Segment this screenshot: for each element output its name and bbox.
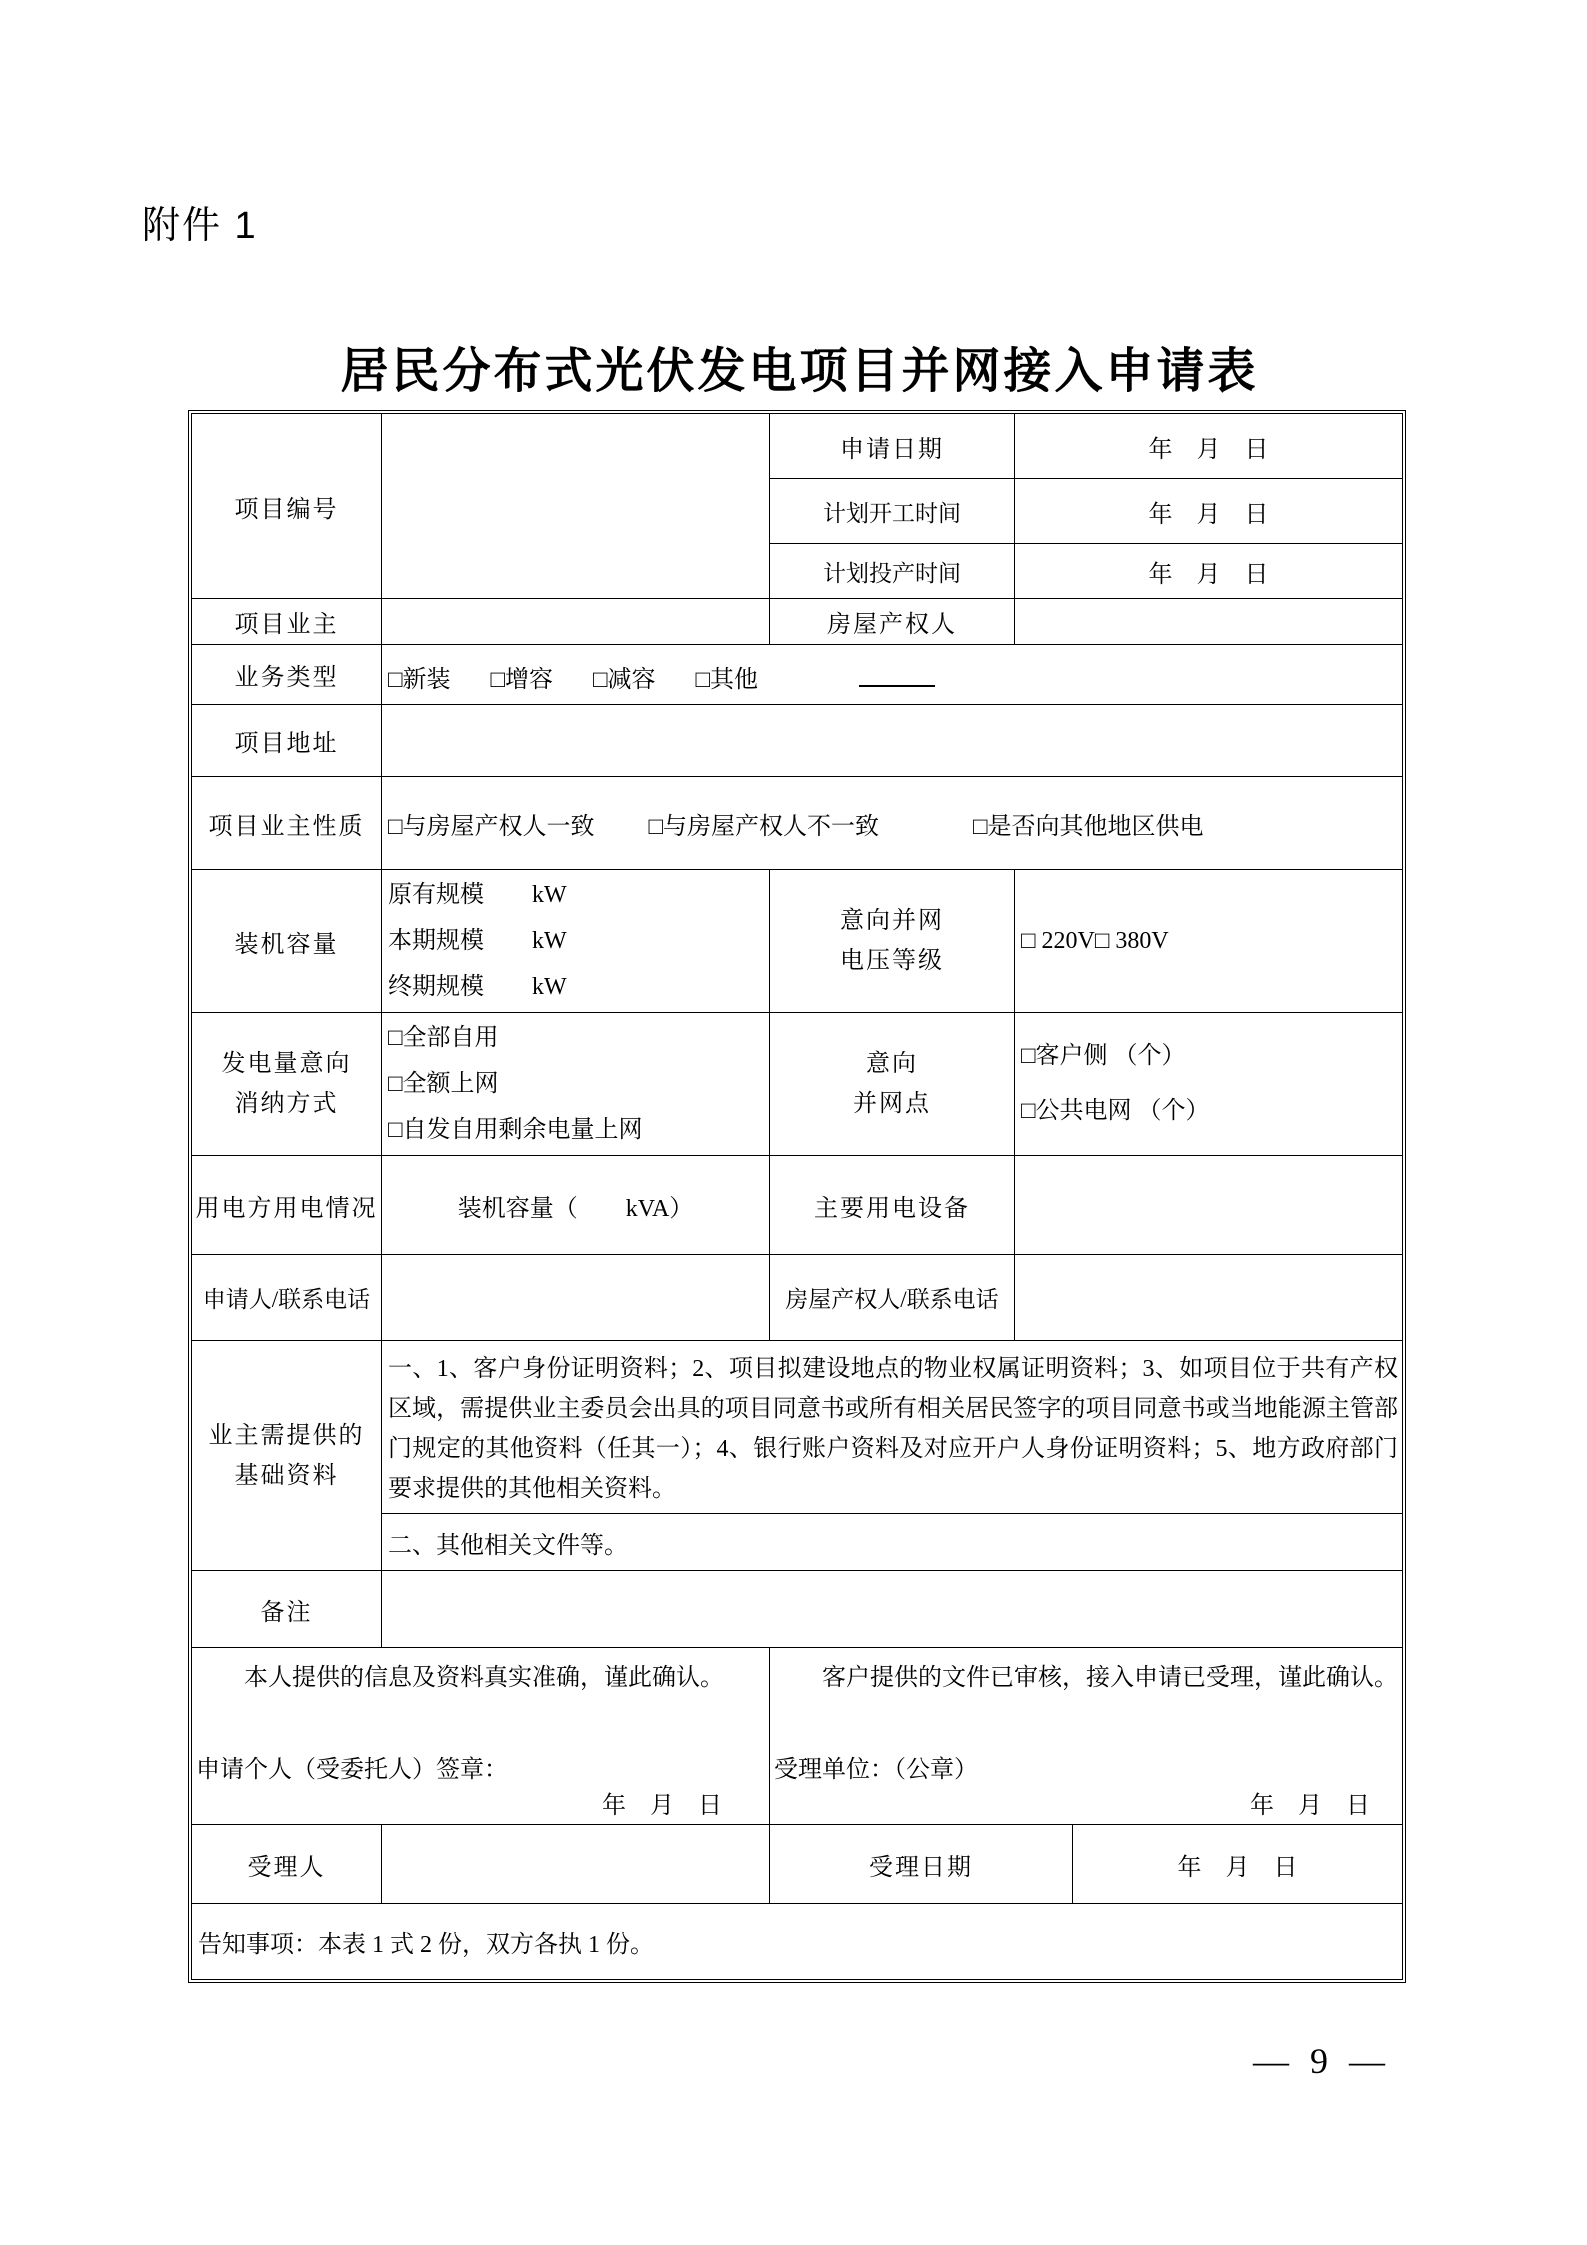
- checkbox-option-new-install: □新装: [388, 667, 451, 693]
- house-owner-label: 房屋产权人: [770, 599, 1015, 645]
- checkbox-option-not-same-as-owner: □与房屋产权人不一致: [648, 813, 879, 840]
- capacity-final-line: 终期规模 kW: [388, 974, 567, 1000]
- materials-other-cell: 二、其他相关文件等。: [382, 1514, 1403, 1571]
- business-type-label: 业务类型: [192, 645, 382, 705]
- remarks-label: 备注: [192, 1571, 382, 1648]
- checkbox-option-supply-other-area: □是否向其他地区供电: [973, 813, 1204, 840]
- checkbox-option-all-to-grid: □全额上网: [388, 1071, 499, 1097]
- apply-date-label: 申请日期: [770, 414, 1015, 479]
- materials-text-cell: 一、1、客户身份证明资料；2、项目拟建设地点的物业权属证明资料；3、如项目位于共有产权区域，需提供业主委员会出具的项目同意书或所有相关居民签字的项目同意书或当地能源主管部门规定的其他资料（任其一）；4、银行账户资料及对应开户人身份证明资料；5、地方政府部门要求提供的其他相关资料。: [382, 1341, 1403, 1514]
- page-number: — 9 —: [1253, 2041, 1391, 2081]
- remarks-value-cell: [382, 1571, 1403, 1648]
- business-type-options-cell: [382, 645, 1403, 705]
- applicant-confirmation-cell: [192, 1648, 770, 1825]
- form-title: 居民分布式光伏发电项目并网接入申请表: [340, 345, 1259, 398]
- consumer-capacity-cell: 装机容量（ kVA）: [382, 1156, 770, 1255]
- project-owner-value-cell: [382, 599, 770, 645]
- grid-point-label-line2: 并网点: [853, 1091, 931, 1117]
- applicant-signature-label: 申请个人（受委托人）签章：: [196, 1757, 508, 1783]
- checkbox-option-all-self-use: □全部自用: [388, 1025, 499, 1051]
- notice-row: 告知事项：本表 1 式 2 份，双方各执 1 份。: [192, 1904, 1403, 1980]
- owner-nature-options-cell: [382, 777, 1403, 870]
- capacity-current-line: 本期规模 kW: [388, 928, 567, 954]
- apply-date-value: 年 月 日: [1015, 414, 1403, 479]
- owner-nature-label: 项目业主性质: [192, 777, 382, 870]
- checkbox-option-customer-side: □客户侧 （个）: [1021, 1043, 1186, 1069]
- house-owner-value-cell: [1015, 599, 1403, 645]
- checkbox-option-public-grid: □公共电网 （个）: [1021, 1098, 1210, 1124]
- checkbox-option-surplus-to-grid: □自发自用剩余电量上网: [388, 1117, 643, 1143]
- grid-point-label-line1: 意向: [866, 1051, 918, 1077]
- applicant-confirmation-statement: 本人提供的信息及资料真实准确，谨此确认。: [244, 1665, 724, 1691]
- attachment-label: 附件 1: [142, 205, 258, 247]
- consumption-label-line2: 消纳方式: [234, 1091, 339, 1117]
- house-owner-phone-value-cell: [1015, 1255, 1403, 1341]
- voltage-options-cell: □ 220V□ 380V: [1015, 870, 1403, 1013]
- checkbox-option-other: □其他: [695, 667, 758, 693]
- main-equipment-value-cell: [1015, 1156, 1403, 1255]
- applicant-confirmation-date: 年 月 日: [602, 1793, 722, 1819]
- project-number-value-cell: [382, 414, 770, 599]
- voltage-label-line1: 意向并网: [840, 908, 944, 934]
- fill-in-blank: [859, 655, 935, 687]
- acceptor-value-cell: [382, 1825, 770, 1904]
- consumption-options-cell: [382, 1013, 770, 1156]
- acceptance-unit-seal-label: 受理单位：（公章）: [774, 1757, 978, 1783]
- acceptance-confirmation-date: 年 月 日: [1250, 1793, 1370, 1819]
- main-equipment-label: 主要用电设备: [770, 1156, 1015, 1255]
- voltage-level-label: [770, 870, 1015, 1013]
- capacity-scale-cell: [382, 870, 770, 1013]
- acceptor-label: 受理人: [192, 1825, 382, 1904]
- plan-start-label: 计划开工时间: [770, 479, 1015, 544]
- capacity-existing-line: 原有规模 kW: [388, 882, 567, 908]
- plan-start-value: 年 月 日: [1015, 479, 1403, 544]
- accept-date-value: 年 月 日: [1073, 1825, 1403, 1904]
- materials-label-line1: 业主需提供的: [208, 1422, 365, 1449]
- grid-point-label: [770, 1013, 1015, 1156]
- project-number-label: 项目编号: [192, 414, 382, 599]
- project-address-label: 项目地址: [192, 705, 382, 777]
- accept-date-label: 受理日期: [770, 1825, 1073, 1904]
- applicant-phone-value-cell: [382, 1255, 770, 1341]
- materials-label: [192, 1341, 382, 1571]
- checkbox-option-same-as-owner: □与房屋产权人一致: [388, 813, 595, 840]
- applicant-phone-label: 申请人/联系电话: [192, 1255, 382, 1341]
- checkbox-option-capacity-decrease: □减容: [593, 667, 656, 693]
- plan-production-label: 计划投产时间: [770, 544, 1015, 599]
- plan-production-value: 年 月 日: [1015, 544, 1403, 599]
- consumption-mode-label: [192, 1013, 382, 1156]
- consumer-usage-label: 用电方用电情况: [192, 1156, 382, 1255]
- acceptance-confirmation-cell: [770, 1648, 1403, 1825]
- grid-point-options-cell: [1015, 1013, 1403, 1156]
- materials-label-line2: 基础资料: [234, 1462, 339, 1489]
- consumption-label-line1: 发电量意向: [221, 1051, 352, 1077]
- project-address-value-cell: [382, 705, 1403, 777]
- application-form-table: [188, 410, 1406, 1983]
- installed-capacity-label: 装机容量: [192, 870, 382, 1013]
- checkbox-option-capacity-increase: □增容: [490, 667, 553, 693]
- project-owner-label: 项目业主: [192, 599, 382, 645]
- house-owner-phone-label: 房屋产权人/联系电话: [770, 1255, 1015, 1341]
- voltage-label-line2: 电压等级: [840, 948, 944, 974]
- acceptance-confirmation-statement: 客户提供的文件已审核，接入申请已受理，谨此确认。: [822, 1665, 1398, 1691]
